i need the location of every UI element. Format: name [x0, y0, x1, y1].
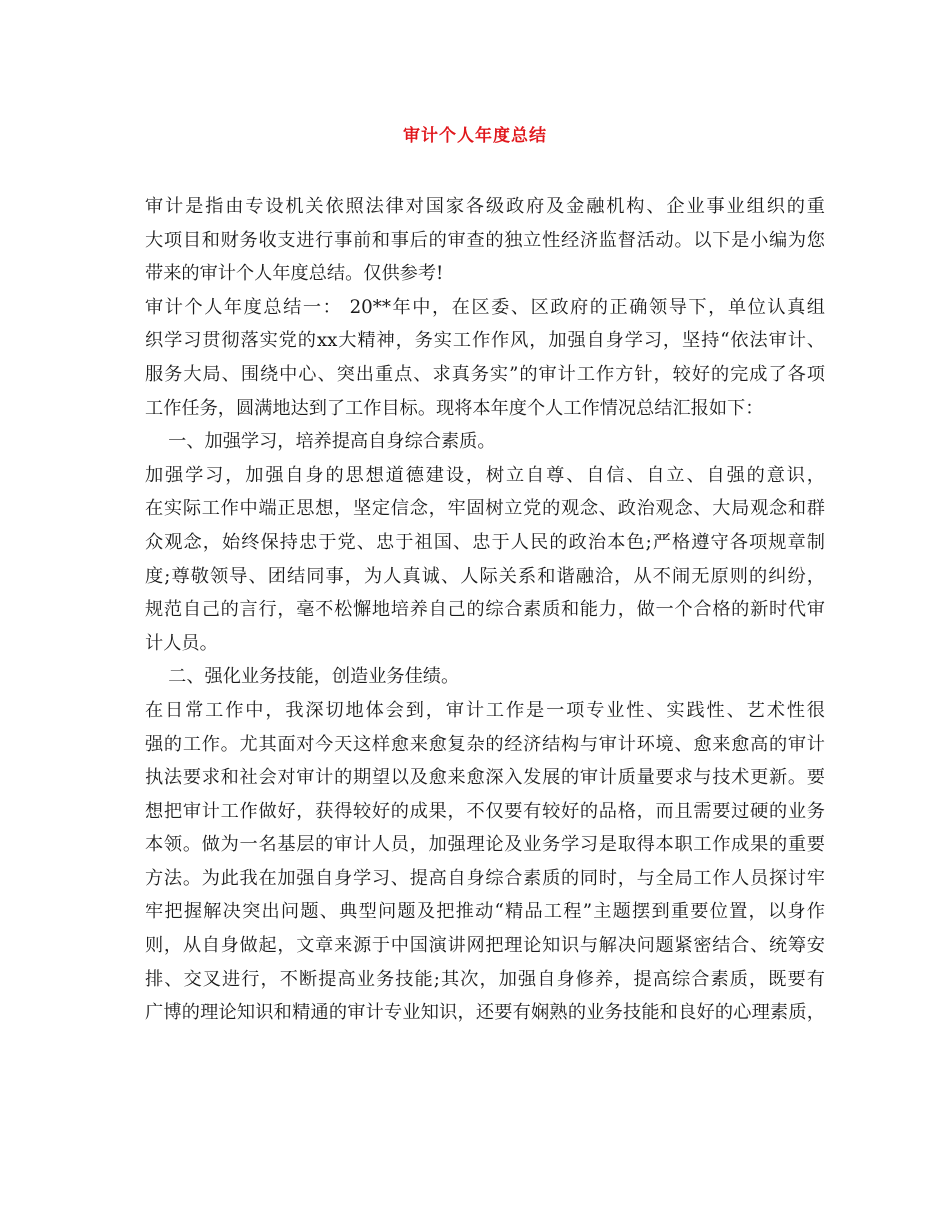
text-line: 工作任务，圆满地达到了工作目标。现将本年度个人工作情况总结汇报如下：: [145, 397, 764, 419]
text-line: 在日常工作中，我深切地体会到，审计工作是一项专业性、实践性、艺术性很: [145, 699, 825, 721]
text-line: 加强学习，加强自身的思想道德建设，树立自尊、自信、自立、自强的意识，: [145, 464, 825, 486]
text-line: 想把审计工作做好，获得较好的成果，不仅要有较好的品格，而且需要过硬的业务: [145, 800, 825, 822]
text-line: 执法要求和社会对审计的期望以及愈来愈深入发展的审计质量要求与技术更新。要: [145, 767, 825, 789]
text-line: 本领。做为一名基层的审计人员，加强理论及业务学习是取得本职工作成果的重要: [145, 834, 825, 856]
text-line: 审计是指由专设机关依照法律对国家各级政府及金融机构、企业事业组织的重: [145, 196, 825, 217]
text-line: 规范自己的言行，毫不松懈地培养自己的综合素质和能力，做一个合格的新时代审: [145, 599, 825, 621]
document-title: 审计个人年度总结: [403, 126, 547, 146]
text-line: 计人员。: [145, 632, 218, 654]
text-line: 众观念，始终保持忠于党、忠于祖国、忠于人民的政治本色;严格遵守各项规章制: [145, 531, 825, 553]
text-line: 牢把握解决突出问题、典型问题及把推动“精品工程”主题摆到重要位置，以身作: [145, 901, 825, 923]
text-line: 织学习贯彻落实党的xx大精神，务实工作作风，加强自身学习，坚持“依法审计、: [145, 330, 825, 352]
text-line: 方法。为此我在加强自身学习、提高自身综合素质的同时，与全局工作人员探讨牢: [145, 867, 825, 889]
text-line: 大项目和财务收支进行事前和事后的审查的独立性经济监督活动。以下是小编为您: [145, 229, 825, 251]
text-line: 度;尊敬领导、团结同事，为人真诚、人际关系和谐融洽，从不闹无原则的纠纷，: [145, 565, 825, 587]
text-line: 带来的审计个人年度总结。仅供参考!: [145, 263, 444, 285]
text-line: 强的工作。尤其面对今天这样愈来愈复杂的经济结构与审计环境、愈来愈高的审计: [145, 733, 825, 755]
text-line: 一、加强学习，培养提高自身综合素质。: [145, 431, 496, 453]
document-body: [145, 190, 825, 1030]
text-line: 排、交叉进行，不断提高业务技能;其次，加强自身修养，提高综合素质，既要有: [145, 968, 825, 990]
text-line: 则，从自身做起，文章来源于中国演讲网把理论知识与解决问题紧密结合、统筹安: [145, 935, 825, 957]
text-line: 服务大局、围绕中心、突出重点、求真务实”的审计工作方针，较好的完成了各项: [145, 363, 825, 385]
text-line: 二、强化业务技能，创造业务佳绩。: [145, 666, 460, 688]
text-line: 在实际工作中端正思想，坚定信念，牢固树立党的观念、政治观念、大局观念和群: [145, 498, 825, 520]
text-line: 审计个人年度总结一： 20**年中，在区委、区政府的正确领导下，单位认真组: [145, 296, 825, 318]
text-line: 广博的理论知识和精通的审计专业知识，还要有娴熟的业务技能和良好的心理素质，: [145, 1002, 825, 1024]
